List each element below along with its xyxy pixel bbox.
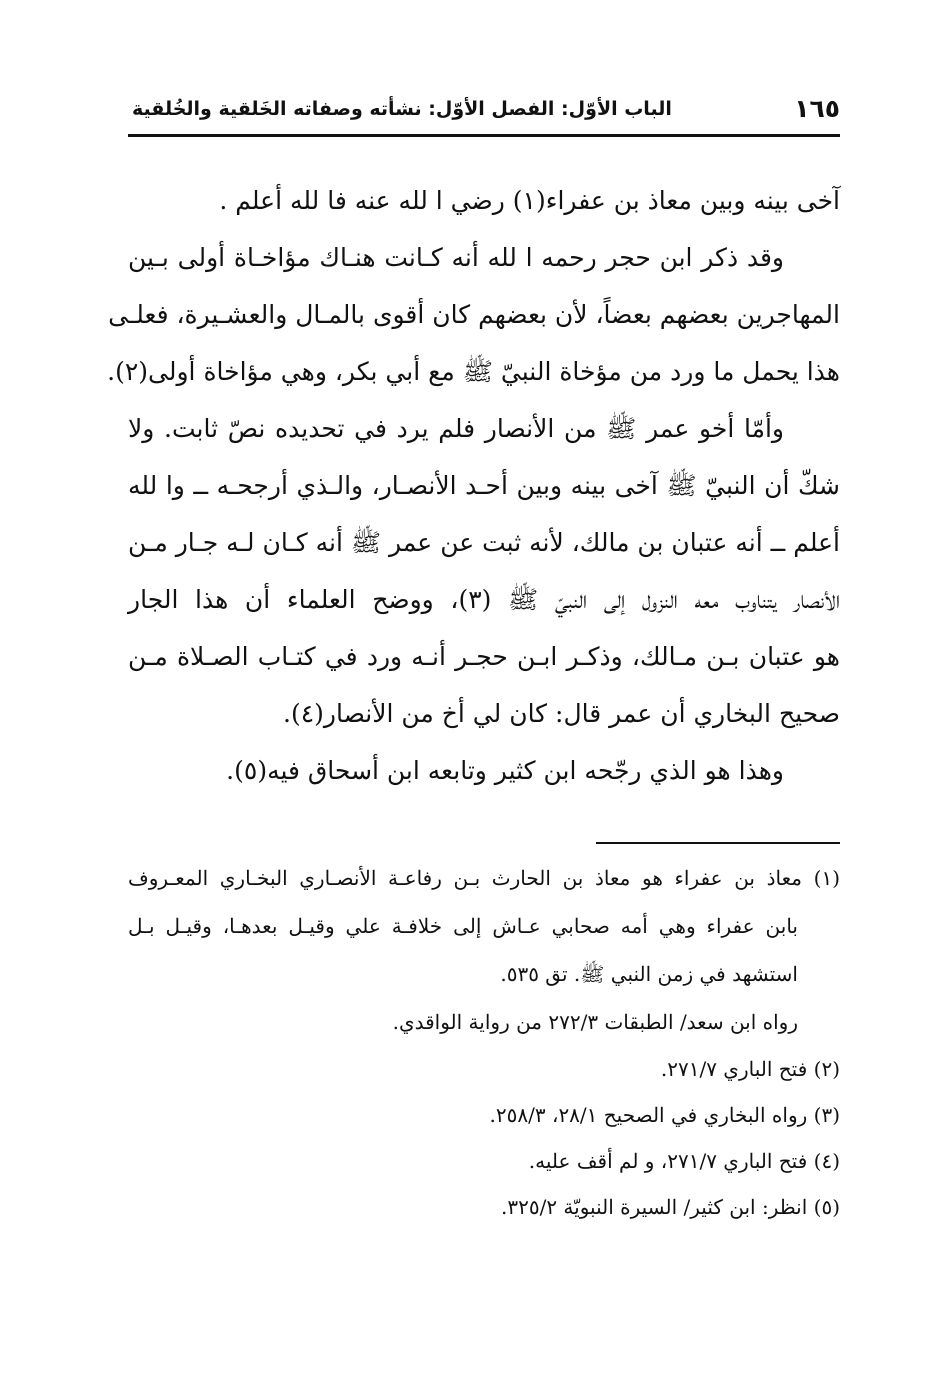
text-line: هو عتبان بـن مـالك، وذكـر ابـن حجـر أنـه ورد في كتـاب الصـلاة مـن — [128, 642, 840, 671]
footnote-4: (٤) فتح الباري ٢٧١/٧، و لم أقف عليه. — [528, 1149, 840, 1173]
text-line: هذا يحمل ما ورد من مؤخاة النبيّ ﷺ مع أبي بكر، وهي مؤاخاة أولى(٢). — [107, 357, 840, 386]
footnotes — [128, 854, 840, 1230]
footnote-1-line: (١) معاذ بن عفراء هو معاذ بن الحارث بـن رفاعـة الأنصـاري البخـاري المعـروف — [128, 866, 840, 890]
text-line: آخى بينه وبين معاذ بن عفراء(١) رضي ا لله عنه فا لله أعلم . — [219, 186, 840, 215]
text-line: صحيح البخاري أن عمر قال: كان لي أخ من الأنصار(٤). — [283, 699, 840, 728]
footnote-1-line: استشهد في زمن النبي ﷺ. تق ٥٣٥. — [500, 962, 798, 986]
text-line: المهاجرين بعضهم بعضاً، لأن بعضهم كان أقوى بالمـال والعشـيرة، فعلـى — [108, 300, 840, 329]
page-number: ١٦٥ — [794, 94, 840, 123]
text-line: شكّ أن النبيّ ﷺ آخى بينه وبين أحـد الأنصـار، والـذي أرجحـه ــ وا لله — [128, 471, 840, 500]
main-text — [107, 172, 841, 799]
text-line: أعلم ــ أنه عتبان بن مالك، لأنه ثبت عن عمر ﷺ أنه كـان لـه جـار مـن — [128, 528, 840, 557]
footnote-3: (٣) رواه البخاري في الصحيح ٢٨/١، ٢٥٨/٣. — [489, 1103, 840, 1127]
footnote-1-line: رواه ابن سعد/ الطبقات ٢٧٢/٣ من رواية الواقدي. — [392, 1010, 798, 1034]
footnote-2: (٢) فتح الباري ٢٧١/٧. — [660, 1057, 840, 1081]
running-title: الباب الأوّل: الفصل الأوّل: نشأته وصفاته الخَلقية والخُلقية — [132, 98, 672, 120]
header-rule — [128, 134, 840, 137]
footnote-5: (٥) انظر: ابن كثير/ السيرة النبويّة ٣٢٥/٢. — [501, 1195, 840, 1219]
page-header — [128, 92, 840, 136]
footnote-separator — [596, 842, 840, 844]
text-line: وهذا هو الذي رجّحه ابن كثير وتابعه ابن أسحاق فيه(٥). — [226, 756, 784, 785]
footnote-1-line: بابن عفراء وهي أمه صحابي عـاش إلى خلافـة علي وقيـل بعدهـا، وقيـل بـل — [128, 914, 798, 938]
text-line: وقد ذكر ابن حجر رحمه ا لله أنه كـانت هنـاك مؤاخـاة أولى بـين — [128, 243, 784, 272]
text-line: الأنصار يتناوب معه النزول إلى النبيّ ﷺ (٣)، ووضح العلماء أن هذا الجار — [128, 585, 841, 614]
text-line: وأمّا أخو عمر ﷺ من الأنصار فلم يرد في تحديده نصّ ثابت. ولا — [128, 414, 784, 443]
